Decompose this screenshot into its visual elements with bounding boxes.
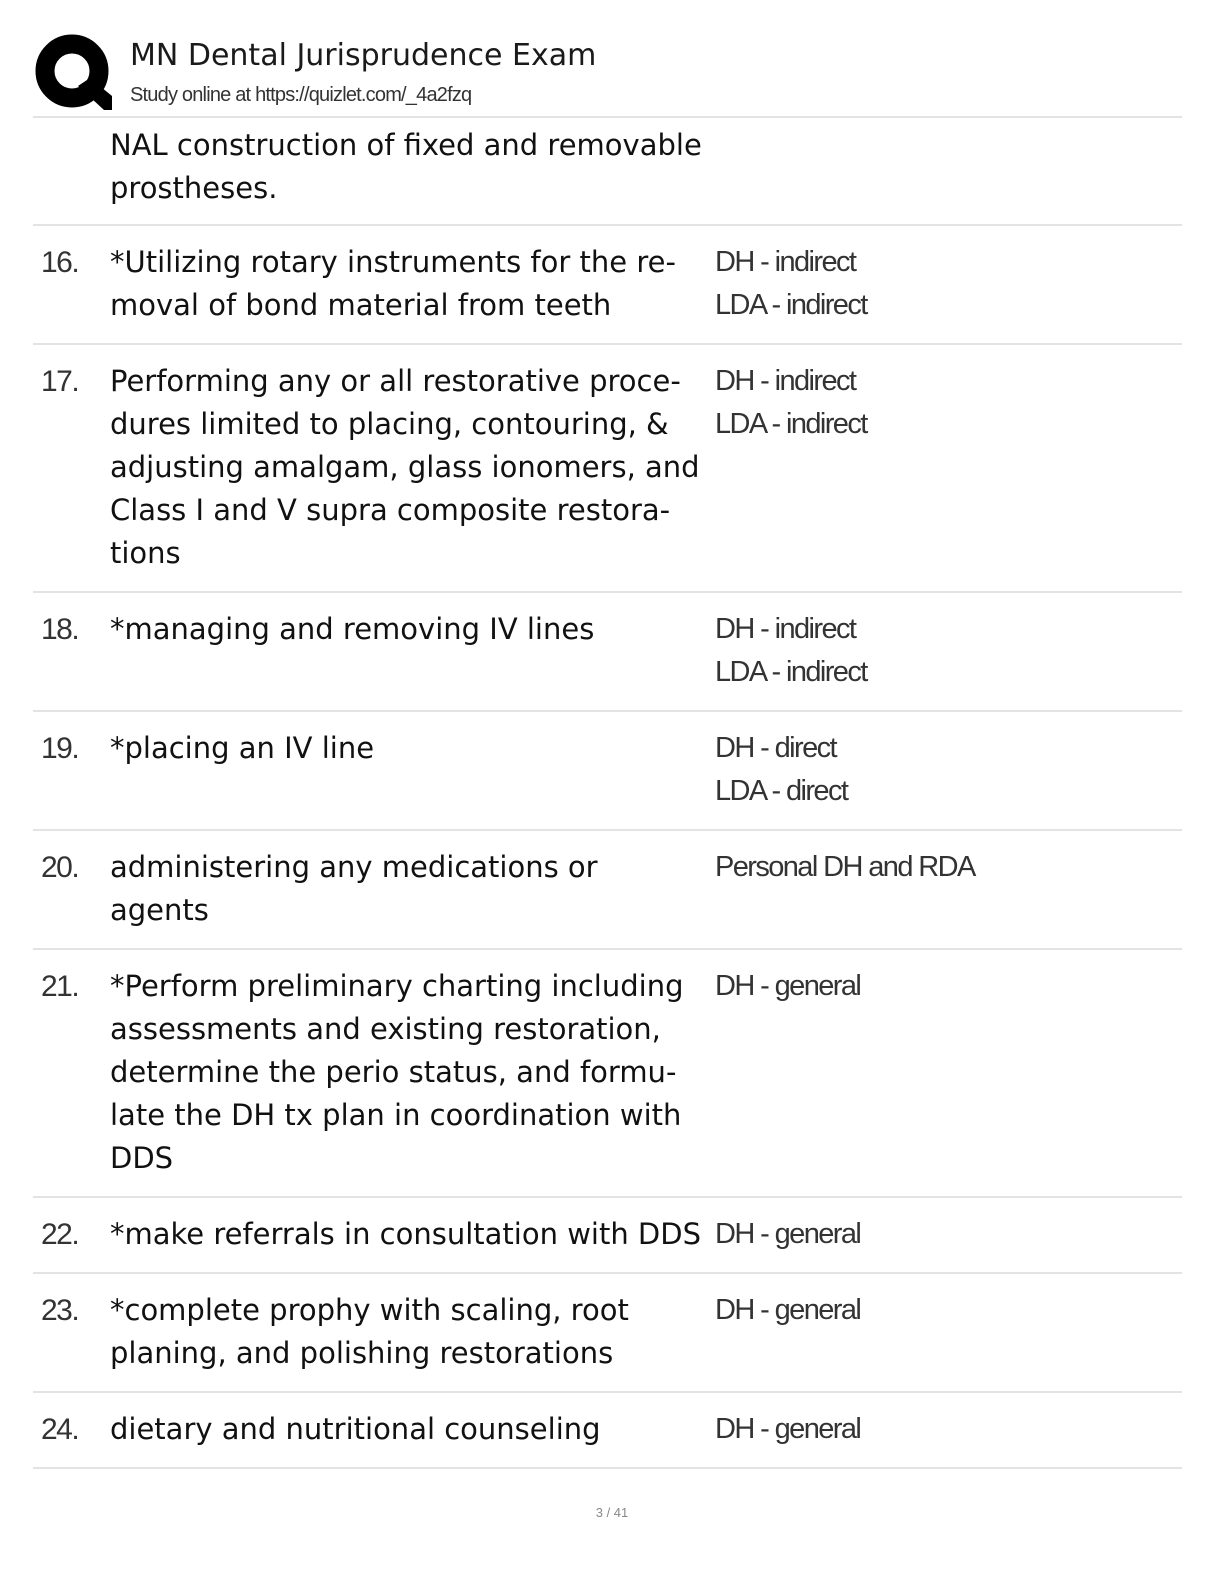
card-row: [33, 591, 1182, 710]
term-line: late the DH tx plan in coordination with: [110, 1098, 682, 1132]
card-row: [33, 829, 1182, 948]
card-term: [110, 241, 710, 327]
page-header: [30, 30, 1180, 116]
definition-line: Personal DH and RDA: [715, 851, 975, 883]
term-line: planing, and polishing restorations: [110, 1336, 614, 1370]
term-line: Performing any or all restorative proce-: [110, 364, 681, 398]
term-line: agents: [110, 893, 209, 927]
card-term: [110, 1213, 710, 1256]
card-row: [33, 1272, 1182, 1391]
definition-line: DH - indirect: [715, 365, 856, 397]
card-definition: [715, 241, 1155, 327]
definition-line: DH - general: [715, 1218, 861, 1250]
term-line: *Utilizing rotary instruments for the re-: [110, 245, 676, 279]
card-definition: [715, 846, 1155, 889]
card-term: [110, 360, 710, 575]
card-term: [110, 1289, 710, 1375]
term-line: Class I and V supra composite restora-: [110, 493, 671, 527]
card-term: [110, 1408, 710, 1451]
term-line: dures limited to placing, contouring, &: [110, 407, 669, 441]
card-row: [33, 710, 1182, 829]
card-definition: [715, 1289, 1155, 1332]
card-term: [110, 965, 710, 1180]
card-number: 19.: [41, 732, 79, 765]
card-definition: [715, 1408, 1155, 1451]
definition-line: DH - indirect: [715, 246, 856, 278]
definition-line: DH - general: [715, 1413, 861, 1445]
card-row: [33, 224, 1182, 343]
term-line: prostheses.: [110, 171, 278, 205]
definition-line: DH - indirect: [715, 613, 856, 645]
definition-line: LDA - indirect: [715, 656, 867, 688]
term-line: administering any medications or: [110, 850, 598, 884]
term-line: dietary and nutritional counseling: [110, 1412, 601, 1446]
page-number: 3 / 41: [595, 1505, 629, 1520]
term-line: adjusting amalgam, glass ionomers, and: [110, 450, 700, 484]
card-number: 24.: [41, 1413, 79, 1446]
page-title: MN Dental Jurisprudence Exam: [130, 38, 597, 73]
card-number: 21.: [41, 970, 79, 1003]
term-line: DDS: [110, 1141, 174, 1175]
term-line: *placing an IV line: [110, 731, 375, 765]
term-line: moval of bond material from teeth: [110, 288, 612, 322]
card-definition: [715, 1213, 1155, 1256]
definition-line: LDA - indirect: [715, 408, 867, 440]
continuation-row: [33, 116, 1182, 224]
term-line: *Perform preliminary charting including: [110, 969, 684, 1003]
term-line: determine the perio status, and formu-: [110, 1055, 677, 1089]
card-definition: [715, 965, 1155, 1008]
card-number: 23.: [41, 1294, 79, 1327]
card-row: [33, 343, 1182, 591]
quizlet-logo-icon: [34, 34, 112, 112]
study-link[interactable]: Study online at https://quizlet.com/_4a2fzq: [130, 84, 472, 106]
card-term: [110, 608, 710, 651]
card-number: 20.: [41, 851, 79, 884]
card-number: 16.: [41, 246, 79, 279]
definition-line: DH - direct: [715, 732, 836, 764]
card-row: [33, 1391, 1182, 1469]
card-number: 17.: [41, 365, 79, 398]
card-number: 22.: [41, 1218, 79, 1251]
card-definition: [715, 608, 1155, 694]
term-line: NAL construction of fixed and removable: [110, 128, 702, 162]
card-number: 18.: [41, 613, 79, 646]
term-line: tions: [110, 536, 181, 570]
flashcard-list: [33, 116, 1182, 1469]
term-line: *managing and removing IV lines: [110, 612, 595, 646]
card-term: [110, 727, 710, 770]
definition-line: DH - general: [715, 970, 861, 1002]
card-term: [110, 846, 710, 932]
card-row: [33, 1196, 1182, 1272]
term-line: assessments and existing restoration,: [110, 1012, 661, 1046]
card-definition: [715, 360, 1155, 446]
term-line: *make referrals in consultation with DDS: [110, 1217, 702, 1251]
term-line: *complete prophy with scaling, root: [110, 1293, 629, 1327]
card-definition: [715, 727, 1155, 813]
definition-line: DH - general: [715, 1294, 861, 1326]
definition-line: LDA - indirect: [715, 289, 867, 321]
card-row: [33, 948, 1182, 1196]
continuation-term: [110, 124, 710, 210]
definition-line: LDA - direct: [715, 775, 848, 807]
